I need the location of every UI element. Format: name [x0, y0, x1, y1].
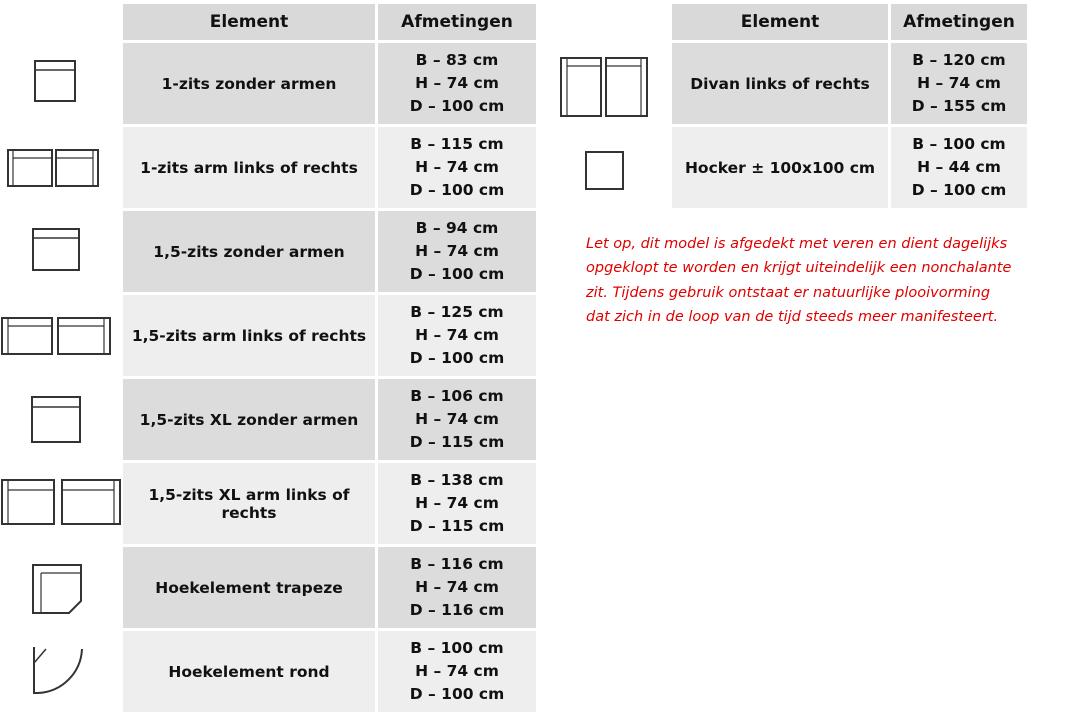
element-dimensions: B – 100 cm H – 74 cm D – 100 cm	[378, 628, 536, 712]
element-dimensions: B – 94 cm H – 74 cm D – 100 cm	[378, 208, 536, 292]
care-note: Let op, dit model is afgedekt met veren en dient dagelijks opgeklopt te worden en krijgt uiteindelijk een nonchalante zit. Tijdens gebruik ontstaat er natuurlijke plooivorming dat zich in de loop van de tijd steeds meer manifesteert.	[586, 236, 1012, 325]
table-row	[672, 40, 1027, 124]
element-dimensions: B – 100 cm H – 44 cm D – 100 cm	[891, 124, 1027, 208]
element-name: 1-zits zonder armen	[123, 40, 378, 124]
left-spec-table	[123, 4, 536, 712]
element-name: 1-zits arm links of rechts	[123, 124, 378, 208]
header-element: Element	[123, 4, 378, 40]
table-row	[123, 460, 536, 544]
seat-arm-icon	[6, 148, 100, 188]
element-dimensions: B – 83 cm H – 74 cm D – 100 cm	[378, 40, 536, 124]
seat-icon	[32, 228, 80, 272]
element-dimensions: B – 138 cm H – 74 cm D – 115 cm	[378, 460, 536, 544]
hocker-icon	[585, 151, 625, 191]
element-name: 1,5-zits arm links of rechts	[123, 292, 378, 376]
element-name: Divan links of rechts	[672, 40, 891, 124]
element-dimensions: B – 115 cm H – 74 cm D – 100 cm	[378, 124, 536, 208]
element-name: Hoekelement trapeze	[123, 544, 378, 628]
divan-icon	[559, 56, 649, 118]
seat-arm-icon	[0, 478, 122, 526]
element-dimensions: B – 106 cm H – 74 cm D – 115 cm	[378, 376, 536, 460]
element-dimensions: B – 116 cm H – 74 cm D – 116 cm	[378, 544, 536, 628]
table-row	[123, 628, 536, 712]
element-name: Hoekelement rond	[123, 628, 378, 712]
seat-icon	[31, 396, 81, 444]
table-row	[123, 208, 536, 292]
element-dimensions: B – 120 cm H – 74 cm D – 155 cm	[891, 40, 1027, 124]
right-spec-table	[672, 4, 1027, 208]
table-row	[123, 544, 536, 628]
header-element: Element	[672, 4, 891, 40]
header-dimensions: Afmetingen	[378, 4, 536, 40]
table-row	[123, 40, 536, 124]
corner-round-icon	[32, 645, 86, 695]
element-name: 1,5-zits XL arm links of rechts	[123, 460, 378, 544]
element-name: Hocker ± 100x100 cm	[672, 124, 891, 208]
header-dimensions: Afmetingen	[891, 4, 1027, 40]
element-name: 1,5-zits zonder armen	[123, 208, 378, 292]
seat-arm-icon	[0, 316, 112, 356]
table-row	[123, 292, 536, 376]
table-row	[123, 124, 536, 208]
corner-trapeze-icon	[31, 563, 83, 615]
seat-icon	[34, 60, 76, 102]
table-row	[672, 124, 1027, 208]
table-row	[123, 376, 536, 460]
element-dimensions: B – 125 cm H – 74 cm D – 100 cm	[378, 292, 536, 376]
element-name: 1,5-zits XL zonder armen	[123, 376, 378, 460]
